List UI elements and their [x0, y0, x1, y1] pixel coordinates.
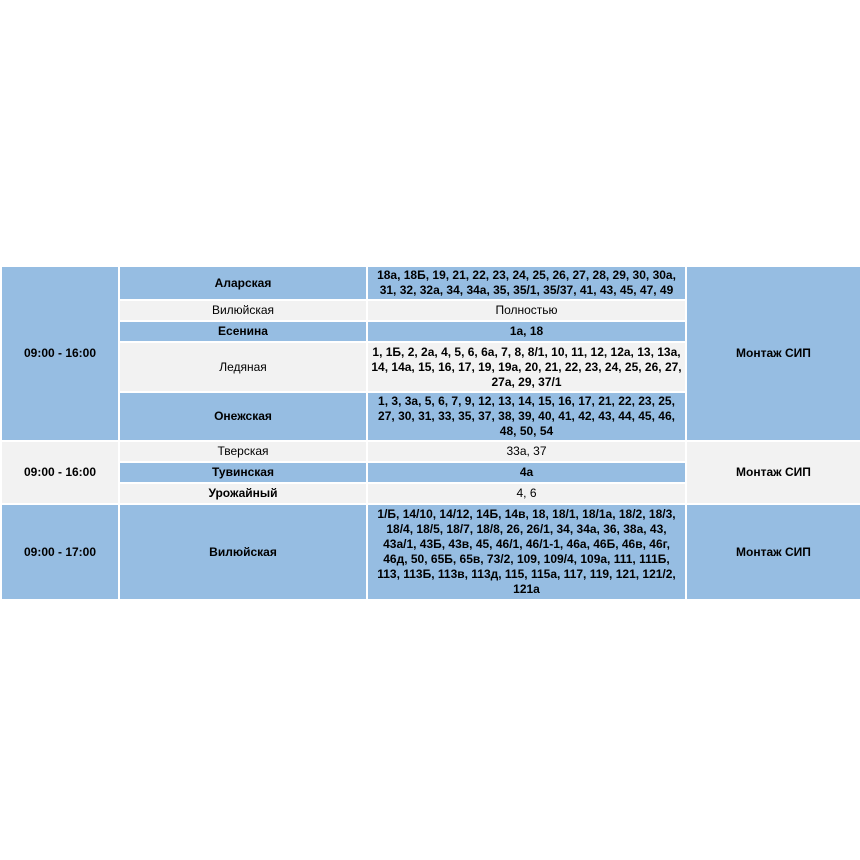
houses-cell: 1, 1Б, 2, 2а, 4, 5, 6, 6а, 7, 8, 8/1, 10, 11, 12, 12а, 13, 13а, 14, 14а, 15, 16, 17, 19, 19а, 20, 21, 22, 23, 24, 25, 26, 27, 27а, 29, 37/1 — [367, 342, 686, 392]
houses-cell: 1, 3, 3а, 5, 6, 7, 9, 12, 13, 14, 15, 16, 17, 21, 22, 23, 25, 27, 30, 31, 33, 35, 37, 38, 39, 40, 41, 42, 43, 44, 45, 46, 48, 50, 54 — [367, 392, 686, 441]
street-cell: Ледяная — [119, 342, 367, 392]
houses-cell: 18а, 18Б, 19, 21, 22, 23, 24, 25, 26, 27, 28, 29, 30, 30а, 31, 32, 32а, 34, 34а, 35, 35/1, 35/37, 41, 43, 45, 47, 49 — [367, 266, 686, 300]
table-row — [1, 504, 860, 600]
work-type-cell: Монтаж СИП — [686, 266, 860, 441]
street-cell: Тверская — [119, 441, 367, 462]
work-type-cell: Монтаж СИП — [686, 441, 860, 504]
work-type-cell: Монтаж СИП — [686, 504, 860, 600]
time-cell: 09:00 - 17:00 — [1, 504, 119, 600]
houses-cell: Полностью — [367, 300, 686, 321]
houses-cell: 33а, 37 — [367, 441, 686, 462]
street-cell: Есенина — [119, 321, 367, 342]
street-cell: Вилюйская — [119, 300, 367, 321]
street-cell: Тувинская — [119, 462, 367, 483]
time-cell: 09:00 - 16:00 — [1, 441, 119, 504]
houses-cell: 1а, 18 — [367, 321, 686, 342]
street-cell: Онежская — [119, 392, 367, 441]
houses-cell: 4, 6 — [367, 483, 686, 504]
outage-schedule-table — [0, 265, 860, 601]
table-row — [1, 441, 860, 462]
street-cell: Вилюйская — [119, 504, 367, 600]
street-cell: Урожайный — [119, 483, 367, 504]
street-cell: Аларская — [119, 266, 367, 300]
houses-cell: 1/Б, 14/10, 14/12, 14Б, 14в, 18, 18/1, 18/1а, 18/2, 18/3, 18/4, 18/5, 18/7, 18/8, 26, 26/1, 34, 34а, 36, 38а, 43, 43а/1, 43Б, 43в, 45, 46/1, 46/1-1, 46а, 46Б, 46в, 46г, 46д, 50, 65Б, 65в, 73/2, 109, 109/4, 109а, 111, 111Б, 113, 113Б, 113в, 113д, 115, 115а, 117, 119, 121, 121/2, 121а — [367, 504, 686, 600]
houses-cell: 4а — [367, 462, 686, 483]
time-cell: 09:00 - 16:00 — [1, 266, 119, 441]
table-row — [1, 266, 860, 300]
